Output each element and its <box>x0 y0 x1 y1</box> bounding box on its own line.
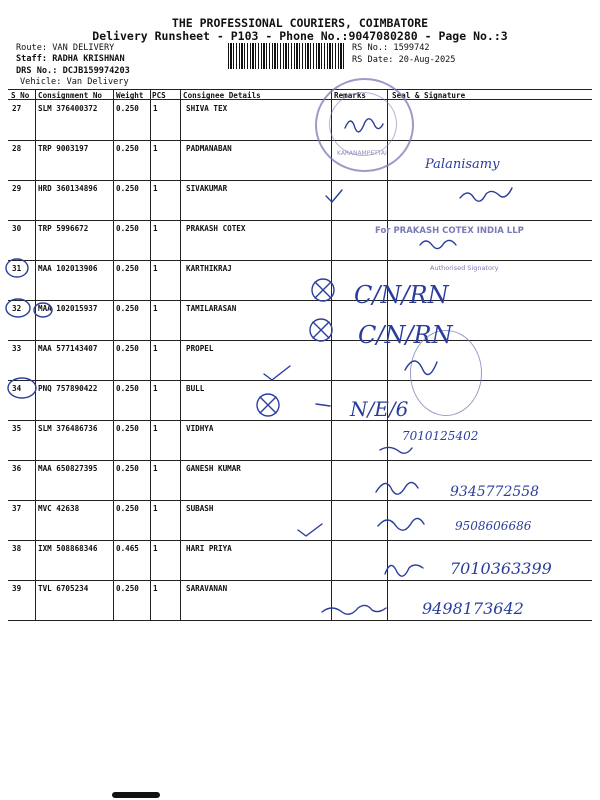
circle-mark-32 <box>6 299 30 317</box>
row-pcs: 1 <box>153 584 158 593</box>
row-weight: 0.250 <box>116 344 139 353</box>
row-consignment: MAA 102015937 <box>38 304 98 313</box>
row-weight: 0.250 <box>116 424 139 433</box>
signature-33 <box>405 361 437 375</box>
route-label: Route: VAN DELIVERY <box>16 43 115 53</box>
row-consignment: MAA 650827395 <box>38 464 98 473</box>
row-consignment: TVL 6705234 <box>38 584 89 593</box>
row-consignment: MAA 102013906 <box>38 264 98 273</box>
dash-mark <box>316 404 330 406</box>
row-consignee: PROPEL <box>186 344 214 353</box>
row-pcs: 1 <box>153 464 158 473</box>
row-consignee: GANESH KUMAR <box>186 464 241 473</box>
row-weight: 0.250 <box>116 384 139 393</box>
signature-27 <box>345 119 383 132</box>
col-header-sno: S No <box>11 91 30 100</box>
row-weight: 0.250 <box>116 464 139 473</box>
tick-mark <box>326 190 342 202</box>
row-sno: 38 <box>12 544 22 553</box>
runsheet-subtitle: Delivery Runsheet - P103 - Phone No.:9047080280 - Page No.:3 <box>92 29 508 43</box>
row-pcs: 1 <box>153 384 158 393</box>
row-consignment: MVC 42638 <box>38 504 80 513</box>
crossed-circle-icon <box>257 394 279 416</box>
row-consignment: PNQ 757890422 <box>38 384 98 393</box>
phone-36: 9345772558 <box>450 484 540 500</box>
row-sno: 27 <box>12 104 22 113</box>
row-pcs: 1 <box>153 184 158 193</box>
row-sno: 35 <box>12 424 22 433</box>
row-weight: 0.250 <box>116 104 139 113</box>
row-sno: 36 <box>12 464 22 473</box>
row-sno: 33 <box>12 344 22 353</box>
signature-35 <box>380 447 412 453</box>
row-weight: 0.250 <box>116 504 139 513</box>
row-consignment: HRD 360134896 <box>38 184 98 193</box>
remark-ne: N/E/6 <box>350 397 409 421</box>
col-header-seal: Seal & Signature <box>392 91 466 100</box>
row-consignment: TRP 9003197 <box>38 144 89 153</box>
rs-number: RS No.: 1599742 <box>352 43 430 53</box>
authorised-signatory-stamp: Authorised Signatory <box>430 264 499 272</box>
row-sno: 34 <box>12 384 22 393</box>
signature-29 <box>460 188 512 201</box>
row-pcs: 1 <box>153 104 158 113</box>
row-consignment: MAA 577143407 <box>38 344 98 353</box>
circle-mark-31 <box>6 259 28 277</box>
remark-cn-rn-2: C/N/RN <box>358 321 453 349</box>
col-header-consignee: Consignee Details <box>183 91 261 100</box>
row-consignee: SUBASH <box>186 504 214 513</box>
phone-39: 9498173642 <box>422 599 524 618</box>
col-header-remarks: Remarks <box>334 91 367 100</box>
remark-cn-rn-1: C/N/RN <box>354 281 449 309</box>
row-sno: 28 <box>12 144 22 153</box>
row-consignee: SHIVA TEX <box>186 104 228 113</box>
row-consignee: VIDHYA <box>186 424 214 433</box>
row-consignee: BULL <box>186 384 205 393</box>
row-consignee: SIVAKUMAR <box>186 184 228 193</box>
phone-37: 9508606686 <box>455 519 532 533</box>
col-header-weight: Weight <box>116 91 144 100</box>
row-sno: 37 <box>12 504 22 513</box>
company-title: THE PROFESSIONAL COURIERS, COIMBATORE <box>171 16 429 30</box>
row-pcs: 1 <box>153 504 158 513</box>
row-pcs: 1 <box>153 544 158 553</box>
prakash-cotex-stamp: For PRAKASH COTEX INDIA LLP <box>375 226 524 236</box>
col-header-pcs: PCS <box>152 91 166 100</box>
row-consignment: IXM 508868346 <box>38 544 98 553</box>
rs-date: RS Date: 20-Aug-2025 <box>352 55 456 65</box>
circle-mark-maa <box>34 303 52 317</box>
row-weight: 0.250 <box>116 304 139 313</box>
crossed-circle-icon <box>310 319 332 341</box>
phone-38: 7010363399 <box>450 559 552 578</box>
row-consignee: PRAKASH COTEX <box>186 224 246 233</box>
signature-30 <box>420 240 456 248</box>
row-sno: 30 <box>12 224 22 233</box>
vehicle-label: Vehicle: Van Delivery <box>20 77 129 87</box>
crossed-circle-icon <box>312 279 334 301</box>
tick-mark <box>264 366 290 380</box>
tick-mark <box>298 524 322 536</box>
row-sno: 39 <box>12 584 22 593</box>
row-weight: 0.465 <box>116 544 139 553</box>
row-weight: 0.250 <box>116 584 139 593</box>
row-pcs: 1 <box>153 424 158 433</box>
circle-mark-34 <box>8 378 36 398</box>
signature-36 <box>376 482 418 494</box>
signature-37 <box>378 518 424 530</box>
signature-38 <box>385 565 423 576</box>
row-pcs: 1 <box>153 344 158 353</box>
row-pcs: 1 <box>153 224 158 233</box>
stamp-place-text: KARANAMPETTAI <box>337 150 387 157</box>
phone-35: 7010125402 <box>402 429 479 443</box>
row-sno: 29 <box>12 184 22 193</box>
row-pcs: 1 <box>153 144 158 153</box>
staff-label: Staff: RADHA KRISHNAN <box>16 54 125 64</box>
col-header-consignment: Consignment No <box>38 91 103 100</box>
row-weight: 0.250 <box>116 144 139 153</box>
row-consignee: TAMILARASAN <box>186 304 237 313</box>
row-consignee: KARTHIKRAJ <box>186 264 232 273</box>
row-consignment: SLM 376400372 <box>38 104 98 113</box>
row-consignee: SARAVANAN <box>186 584 228 593</box>
row-consignment: SLM 376486736 <box>38 424 98 433</box>
drs-label: DRS No.: DCJB159974203 <box>16 66 130 76</box>
row-consignee: HARI PRIYA <box>186 544 232 553</box>
row-weight: 0.250 <box>116 184 139 193</box>
signature-39 <box>322 605 386 614</box>
signature-28-text: Palanisamy <box>425 157 500 172</box>
row-pcs: 1 <box>153 264 158 273</box>
row-weight: 0.250 <box>116 224 139 233</box>
row-pcs: 1 <box>153 304 158 313</box>
row-sno: 31 <box>12 264 22 273</box>
row-weight: 0.250 <box>116 264 139 273</box>
ink-smudge <box>112 792 160 798</box>
row-consignee: PADMANABAN <box>186 144 232 153</box>
row-sno: 32 <box>12 304 22 313</box>
row-consignment: TRP 5996672 <box>38 224 89 233</box>
